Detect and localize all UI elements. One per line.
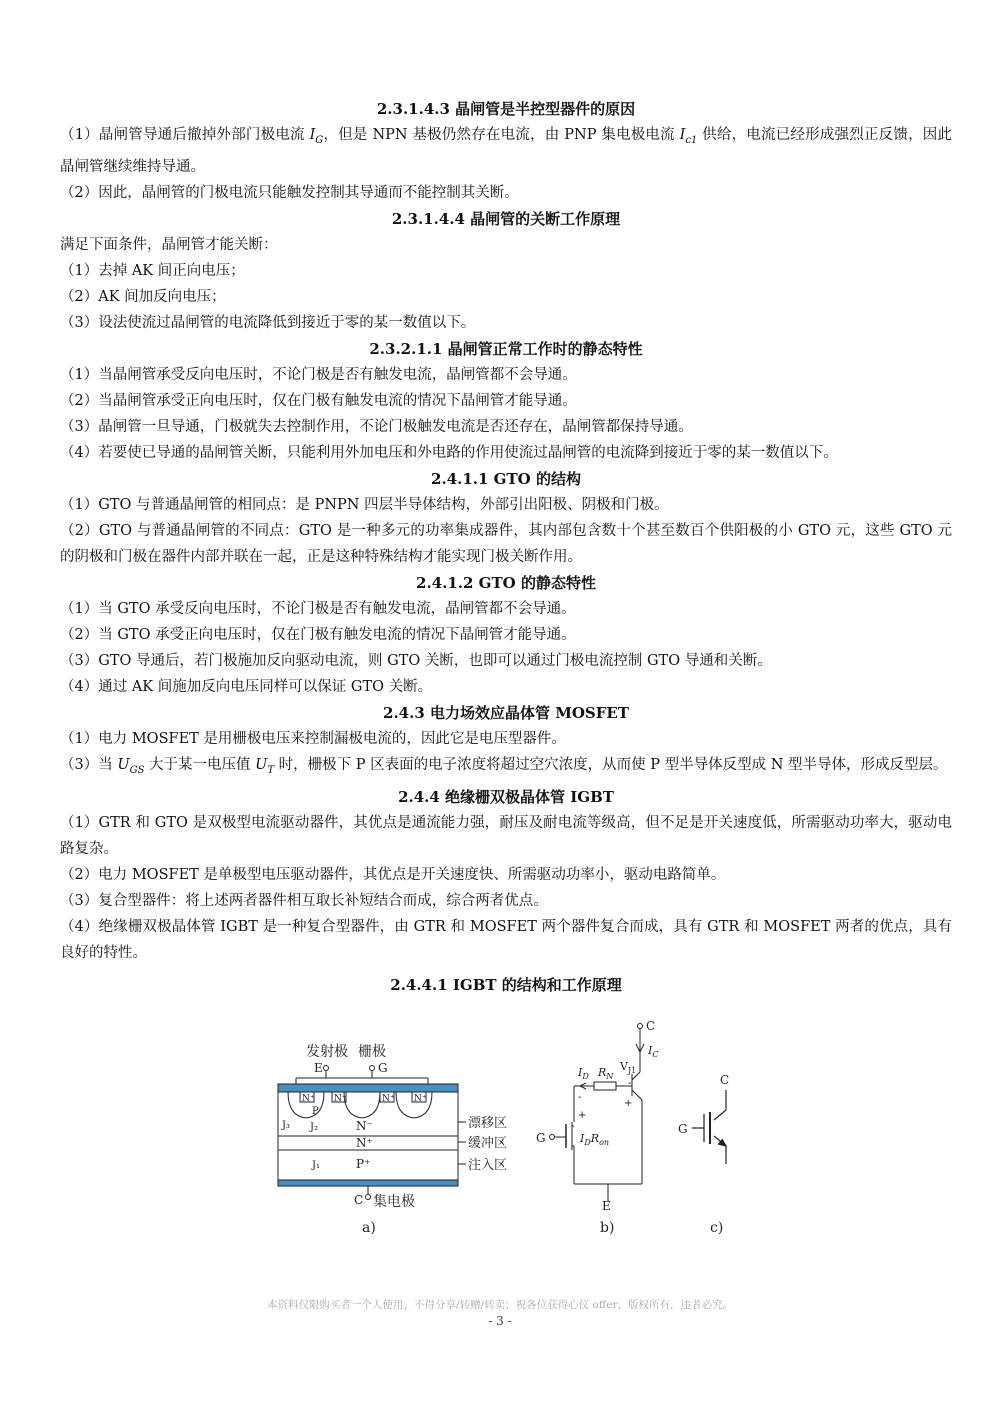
n-plus-buffer-label: N⁺: [356, 1136, 373, 1150]
n-minus-label: N⁻: [356, 1119, 373, 1133]
section-heading: 2.3.1.4.3 晶闸管是半控型器件的原因: [376, 100, 636, 118]
vj1-label: $V_{J1}$: [620, 1060, 637, 1075]
caption-c: c): [710, 1220, 724, 1236]
paragraph: （1）GTR 和 GTO 是双极型电流驱动器件，其优点是通流能力强，耐压及耐电流等级高，但不足是开关速度低，所需驱动功率大，驱动电路复杂。: [60, 814, 952, 857]
b-collector-label: C: [646, 1019, 656, 1033]
igbt-cross-section: [278, 1043, 507, 1236]
paragraph: （1）电力 MOSFET 是用栅极电压来控制漏极电流的，因此它是电压型器件。: [60, 730, 566, 747]
paragraph: （3）复合型器件：将上述两者器件相互取长补短结合而成，综合两者优点。: [60, 892, 548, 909]
svg-text:-: -: [578, 1092, 582, 1103]
emitter-terminal-label: E: [314, 1061, 323, 1075]
svg-text:+: +: [624, 1098, 633, 1109]
paragraph: （1）当晶闸管承受反向电压时，不论门极是否有触发电流，晶闸管都不会导通。: [60, 366, 577, 383]
section-heading: 2.4.1.1 GTO 的结构: [431, 469, 581, 488]
collector-terminal-icon: [638, 1024, 643, 1029]
bottom-metal: [278, 1180, 458, 1186]
p-plus-label: P⁺: [356, 1157, 371, 1171]
gate-terminal-icon: [550, 1135, 555, 1140]
j3-label: J₃: [282, 1120, 291, 1131]
paragraph: （2）AK 间加反向电压；: [60, 288, 226, 305]
top-metal: [278, 1084, 458, 1092]
n-plus-label: N⁺: [302, 1094, 315, 1104]
paragraph: （2）GTO 与普通晶闸管的不同点：GTO 是一种多元的功率集成器件，其内部包含数十个甚至数百个供阳极的小 GTO 元，这些 GTO 元的阴极和门极在器件内部并联在一起，正是这种特殊结构才能实现门极关断作用。: [60, 522, 952, 565]
paragraph: （3）晶闸管一旦导通，门极就失去控制作用，不论门极触发电流是否还存在，晶闸管都保持导通。: [60, 418, 693, 435]
igbt-figure: [256, 1014, 752, 1246]
paragraph: （4）通过 AK 间施加反向电压同样可以保证 GTO 关断。: [60, 678, 433, 695]
collector-terminal-label: C: [354, 1193, 364, 1207]
section-heading: 2.4.1.2 GTO 的静态特性: [416, 573, 596, 592]
n-plus-label: N⁺: [334, 1094, 347, 1104]
gate-terminal-label: G: [378, 1061, 388, 1075]
section-heading: 2.4.4.1 IGBT 的结构和工作原理: [390, 975, 622, 994]
footer-notice: 本资料仅限购买者一个人使用，不得分享/转赠/转卖；祝各位获得心仪 offer，版权所有，违者必究。: [267, 1299, 733, 1311]
svg-text:+: +: [578, 1110, 587, 1121]
emitter-terminal-icon: [324, 1066, 329, 1071]
n-plus-label: N⁺: [382, 1094, 395, 1104]
igbt-diagram: [256, 1014, 752, 1246]
paragraph: （3）GTO 导通后，若门极施加反向驱动电流，则 GTO 关断，也即可以通过门极电流控制 GTO 导通和关断。: [60, 652, 772, 669]
collector-terminal-icon: [366, 1195, 371, 1200]
c-gate-label: G: [678, 1122, 688, 1136]
b-emitter-label: E: [602, 1199, 611, 1213]
paragraph: （2）因此，晶闸管的门极电流只能触发控制其导通而不能控制其关断。: [60, 184, 519, 201]
ic-label: $I_C$: [648, 1044, 659, 1059]
gate-label: 栅极: [358, 1044, 386, 1060]
gate-terminal-icon: [370, 1066, 375, 1071]
section-heading: 2.3.1.4.4 晶闸管的关断工作原理: [391, 209, 621, 228]
section-heading: 2.4.3 电力场效应晶体管 MOSFET: [383, 703, 629, 722]
n-plus-label: N⁺: [414, 1094, 427, 1104]
section-heading: 2.4.4 绝缘栅双极晶体管 IGBT: [398, 787, 614, 806]
p-label: P: [312, 1106, 319, 1117]
paragraph: （2）电力 MOSFET 是单极型电压驱动器件，其优点是开关速度快、所需驱动功率小，驱动电路简单。: [60, 866, 726, 883]
id-label: $I_D$: [578, 1066, 589, 1081]
j2-label: J₂: [310, 1122, 319, 1133]
igbt-symbol: [678, 1073, 729, 1236]
paragraph: （3）设法使流过晶闸管的电流降低到接近于零的某一数值以下。: [60, 314, 476, 331]
paragraph: 满足下面条件，晶闸管才能关断：: [60, 236, 278, 253]
id-ron-label: $I_DR_{on}$: [580, 1132, 610, 1147]
paragraph: （1）GTO 与普通晶闸管的相同点：是 PNPN 四层半导体结构，外部引出阳极、阴极和门极。: [60, 496, 669, 513]
paragraph: （4）绝缘栅双极晶体管 IGBT 是一种复合型器件，由 GTR 和 MOSFET 两个器件复合而成，具有 GTR 和 MOSFET 两者的优点，具有良好的特性。: [60, 918, 952, 961]
resistor-rn: [594, 1082, 616, 1090]
paragraph: （2）当晶闸管承受正向电压时，仅在门极有触发电流的情况下晶闸管才能导通。: [60, 392, 577, 409]
paragraph: （1）当 GTO 承受反向电压时，不论门极是否有触发电流，晶闸管都不会导通。: [60, 600, 576, 617]
paragraph: （3）当 $U_{GS}$ 大于某一电压值 $U_T$ 时，栅极下 P 区表面的电子浓度将超过空穴浓度，从而使 P 型半导体反型成 N 型半导体，形成反型层。: [60, 756, 948, 776]
paragraph: （1）晶闸管导通后撤掉外部门极电流 $I_G$，但是 NPN 基极仍然存在电流，由 PNP 集电极电流 $I_{c1}$ 供给，电流已经形成强烈正反馈，因此晶闸管继续维持导通。: [60, 127, 952, 175]
c-collector-label: C: [720, 1073, 730, 1087]
document-body: [60, 96, 952, 998]
collector-label: 集电极: [373, 1194, 415, 1210]
paragraph: （1）去掉 AK 间正向电压；: [60, 262, 245, 279]
caption-a: a): [362, 1220, 376, 1236]
rn-label: $R_N$: [598, 1066, 614, 1081]
b-gate-label: G: [536, 1131, 546, 1145]
paragraph: （4）若要使已导通的晶闸管关断，只能利用外加电压和外电路的作用使流过晶闸管的电流降到接近于零的某一数值以下。: [60, 444, 838, 461]
paragraph: （2）当 GTO 承受正向电压时，仅在门极有触发电流的情况下晶闸管才能导通。: [60, 626, 576, 643]
buffer-region-label: 缓冲区: [468, 1136, 508, 1151]
emitter-label: 发射极: [306, 1044, 348, 1060]
drift-region-label: 漂移区: [468, 1116, 508, 1131]
section-heading: 2.3.2.1.1 晶闸管正常工作时的静态特性: [369, 339, 643, 358]
caption-b: b): [600, 1220, 615, 1236]
page-number: - 3 -: [488, 1314, 512, 1328]
igbt-equivalent-circuit: [536, 1019, 658, 1236]
svg-text:-: -: [628, 1078, 632, 1089]
j1-label: J₁: [312, 1160, 321, 1171]
injection-region-label: 注入区: [468, 1158, 508, 1173]
